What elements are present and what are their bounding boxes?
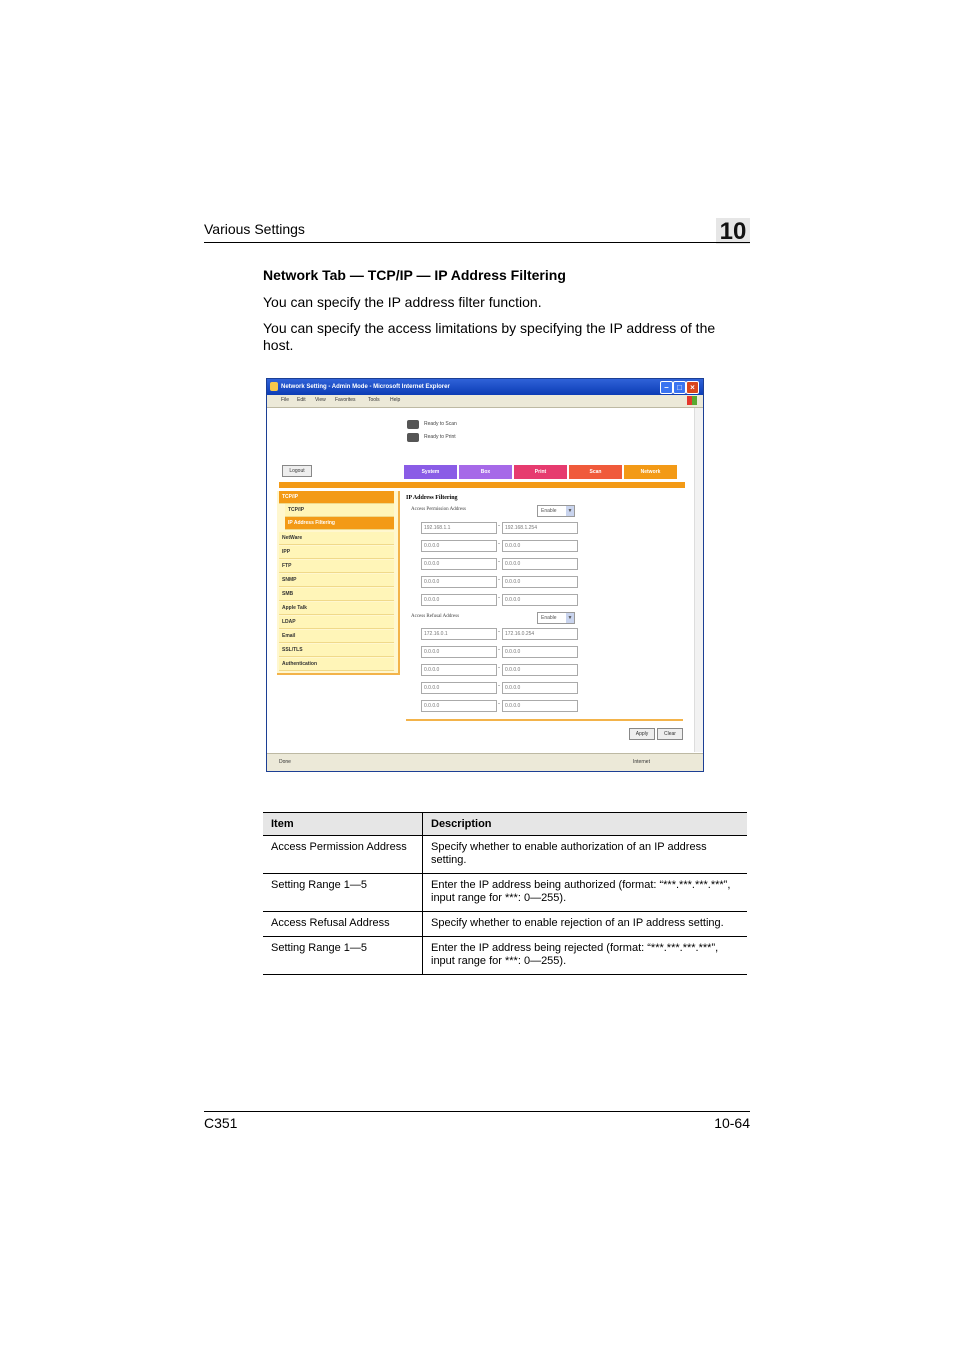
refusal-start-3[interactable]: 0.0.0.0 <box>421 664 497 676</box>
vertical-scrollbar[interactable] <box>694 408 703 752</box>
window-title: Network Setting - Admin Mode - Microsoft Internet Explorer <box>281 384 450 390</box>
paragraph-2: You can specify the access limitations by specifying the IP address of the host. <box>263 320 716 353</box>
status-print: Ready to Print <box>424 434 456 440</box>
refusal-end-3[interactable]: 0.0.0.0 <box>502 664 578 676</box>
chevron-down-icon: ▼ <box>567 508 573 514</box>
sidebar-item-tcpip-group[interactable]: TCP/IP <box>279 491 394 504</box>
clear-button[interactable]: Clear <box>657 728 683 740</box>
sidebar-item-authentication[interactable]: Authentication <box>279 658 394 671</box>
refusal-start-5[interactable]: 0.0.0.0 <box>421 700 497 712</box>
menu-edit[interactable]: Edit <box>297 397 306 403</box>
range-dash: - <box>498 595 500 601</box>
table-header-row <box>263 813 747 836</box>
range-dash: - <box>498 577 500 583</box>
range-dash: - <box>498 629 500 635</box>
sidebar-item-email[interactable]: Email <box>279 630 394 643</box>
sidebar-item-smb[interactable]: SMB <box>279 588 394 601</box>
permission-start-5[interactable]: 0.0.0.0 <box>421 594 497 606</box>
running-header-title: Various Settings <box>204 221 305 237</box>
maximize-icon[interactable]: □ <box>673 381 686 394</box>
table-row <box>263 912 747 937</box>
table-cell-description: Enter the IP address being authorized (format: “***.***.***.***”, input range for ***: 0—255). <box>423 874 748 912</box>
sidebar-item-ipp[interactable]: IPP <box>279 546 394 559</box>
permission-label: Access Permission Address <box>411 507 466 512</box>
permission-end-2[interactable]: 0.0.0.0 <box>502 540 578 552</box>
permission-end-5[interactable]: 0.0.0.0 <box>502 594 578 606</box>
menu-view[interactable]: View <box>315 397 326 403</box>
form-title: IP Address Filtering <box>406 495 458 501</box>
menu-tools[interactable]: Tools <box>368 397 380 403</box>
permission-end-4[interactable]: 0.0.0.0 <box>502 576 578 588</box>
footer-rule <box>204 1111 750 1112</box>
table-row <box>263 937 747 975</box>
menu-favorites[interactable]: Favorites <box>335 397 356 403</box>
refusal-start-2[interactable]: 0.0.0.0 <box>421 646 497 658</box>
paragraph-1: You can specify the IP address filter function. <box>263 294 542 310</box>
sidebar-item-ldap[interactable]: LDAP <box>279 616 394 629</box>
permission-select-value: Enable <box>541 508 557 514</box>
refusal-label: Access Refusal Address <box>411 614 460 619</box>
range-dash: - <box>498 701 500 707</box>
sidebar-item-ip-address-filtering[interactable]: IP Address Filtering <box>285 517 394 530</box>
table-row <box>263 874 747 912</box>
refusal-select[interactable] <box>537 612 575 624</box>
table-cell-description: Specify whether to enable authorization of an IP address setting. <box>423 836 748 874</box>
permission-end-3[interactable]: 0.0.0.0 <box>502 558 578 570</box>
table-cell-description: Specify whether to enable rejection of an IP address setting. <box>423 912 748 937</box>
permission-start-3[interactable]: 0.0.0.0 <box>421 558 497 570</box>
logout-button[interactable]: Logout <box>282 465 312 477</box>
refusal-start-1[interactable]: 172.16.0.1 <box>421 628 497 640</box>
status-scan: Ready to Scan <box>424 421 457 427</box>
apply-button[interactable]: Apply <box>629 728 655 740</box>
menu-bar <box>267 395 703 408</box>
table-row <box>263 836 747 874</box>
form-divider <box>406 719 683 721</box>
menu-file[interactable]: File <box>281 397 290 403</box>
printer-icon <box>407 433 419 442</box>
ie-icon <box>270 382 278 391</box>
sidebar-item-netware[interactable]: NetWare <box>279 532 394 545</box>
window-titlebar <box>267 379 703 395</box>
range-dash: - <box>498 523 500 529</box>
range-dash: - <box>498 647 500 653</box>
range-dash: - <box>498 683 500 689</box>
tab-scan[interactable]: Scan <box>569 465 622 479</box>
footer-page-number: 10-64 <box>714 1115 750 1131</box>
chevron-down-icon: ▼ <box>567 615 573 621</box>
column-header-description: Description <box>423 813 748 836</box>
refusal-select-value: Enable <box>541 615 557 621</box>
header-rule <box>204 242 750 243</box>
permission-start-4[interactable]: 0.0.0.0 <box>421 576 497 588</box>
close-icon[interactable]: × <box>686 381 699 394</box>
refusal-start-4[interactable]: 0.0.0.0 <box>421 682 497 694</box>
refusal-end-4[interactable]: 0.0.0.0 <box>502 682 578 694</box>
browser-screenshot <box>266 378 704 772</box>
range-dash: - <box>498 559 500 565</box>
menu-help[interactable]: Help <box>390 397 401 403</box>
windows-logo-icon <box>687 396 697 405</box>
refusal-end-2[interactable]: 0.0.0.0 <box>502 646 578 658</box>
chapter-number: 10 <box>716 218 750 244</box>
table-cell-description: Enter the IP address being rejected (format: “***.***.***.***”, input range for ***: 0—255). <box>423 937 748 975</box>
permission-select[interactable] <box>537 505 575 517</box>
scanner-icon <box>407 420 419 429</box>
table-cell-item: Setting Range 1—5 <box>263 937 423 975</box>
range-dash: - <box>498 665 500 671</box>
settings-table <box>263 812 747 975</box>
range-dash: - <box>498 541 500 547</box>
browser-statusbar <box>267 753 703 771</box>
tab-box[interactable]: Box <box>459 465 512 479</box>
footer-model: C351 <box>204 1115 238 1131</box>
status-done: Done <box>279 759 291 765</box>
sidebar-item-ssl-tls[interactable]: SSL/TLS <box>279 644 394 657</box>
refusal-end-1[interactable]: 172.16.0.254 <box>502 628 578 640</box>
status-zone: Internet <box>633 759 650 765</box>
section-title: Network Tab — TCP/IP — IP Address Filtering <box>263 267 566 283</box>
column-header-item: Item <box>263 813 423 836</box>
sidebar-item-tcpip[interactable]: TCP/IP <box>285 504 394 517</box>
tab-print[interactable]: Print <box>514 465 567 479</box>
tab-system[interactable]: System <box>404 465 457 479</box>
table-cell-item: Access Refusal Address <box>263 912 423 937</box>
permission-start-2[interactable]: 0.0.0.0 <box>421 540 497 552</box>
sidebar-item-ftp[interactable]: FTP <box>279 560 394 573</box>
sidebar-nav <box>277 491 400 675</box>
tab-underline <box>279 482 685 488</box>
sidebar-item-apple-talk[interactable]: Apple Talk <box>279 602 394 615</box>
table-cell-item: Access Permission Address <box>263 836 423 874</box>
refusal-end-5[interactable]: 0.0.0.0 <box>502 700 578 712</box>
table-cell-item: Setting Range 1—5 <box>263 874 423 912</box>
permission-end-1[interactable]: 192.168.1.254 <box>502 522 578 534</box>
sidebar-item-snmp[interactable]: SNMP <box>279 574 394 587</box>
tab-network[interactable]: Network <box>624 465 677 479</box>
page-content <box>267 408 703 752</box>
minimize-icon[interactable]: – <box>660 381 673 394</box>
permission-start-1[interactable]: 192.168.1.1 <box>421 522 497 534</box>
